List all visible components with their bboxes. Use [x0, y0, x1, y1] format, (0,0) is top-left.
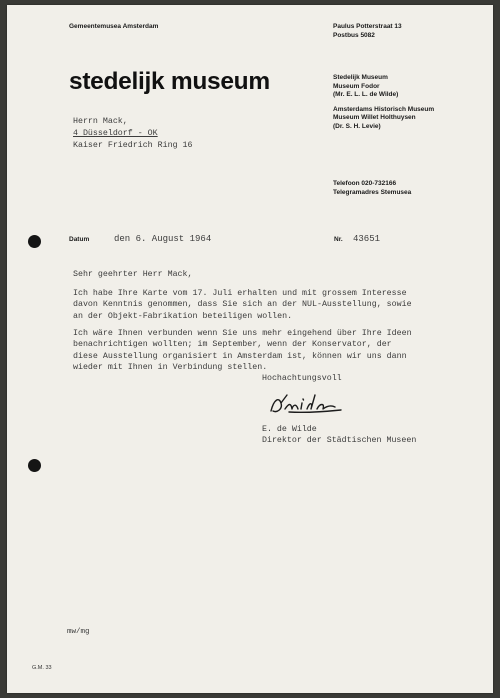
- recipient-line: Kaiser Friedrich Ring 16: [73, 140, 193, 150]
- handwritten-signature: [265, 391, 355, 419]
- letterhead-brand: stedelijk museum: [69, 68, 270, 95]
- signer-title: Direktor der Städtischen Museen: [262, 436, 417, 446]
- body-line: davon Kenntnis genommen, dass Sie sich an der NUL-Ausstellung, sowie: [73, 300, 412, 310]
- body-line: an der Objekt-Fabrikation beteiligen wollen.: [73, 311, 293, 321]
- number-value: 43651: [353, 234, 381, 244]
- body-line: wieder mit Ihnen in Verbindung stellen.: [73, 362, 268, 372]
- museum-line: Stedelijk Museum: [333, 74, 388, 81]
- letterhead-museums: [333, 74, 434, 131]
- recipient-line: 4 Düsseldorf - OK: [73, 128, 158, 138]
- date-value: den 6. August 1964: [114, 234, 212, 244]
- body-line: benachrichtigen wollten; im September, wenn der Konservator, der: [73, 340, 392, 350]
- typist-initials: mw/mg: [67, 628, 90, 636]
- museum-line: Museum Fodor: [333, 82, 380, 90]
- body-line: Ich habe Ihre Karte vom 17. Juli erhalten und mit grossem Interesse: [73, 289, 407, 298]
- closing: Hochachtungsvoll: [262, 374, 342, 383]
- address-line: Paulus Potterstraat 13: [333, 23, 402, 30]
- museum-line: (Dr. S. H. Levie): [333, 122, 381, 130]
- date-label: Datum: [69, 236, 90, 243]
- paragraph-2: [73, 328, 412, 373]
- letterhead-address: [333, 23, 402, 40]
- salutation: Sehr geehrter Herr Mack,: [73, 270, 193, 279]
- letterhead-contact: [333, 180, 411, 197]
- letterhead-organization: Gemeentemusea Amsterdam: [69, 23, 159, 30]
- contact-line: Telegramadres Stemusea: [333, 188, 412, 196]
- contact-line: Telefoon 020-732166: [333, 180, 397, 187]
- signer-block: [262, 424, 416, 447]
- punch-hole: [28, 235, 41, 248]
- recipient-line: Herrn Mack,: [73, 117, 128, 126]
- body-line: Ich wäre Ihnen verbunden wenn Sie uns mehr eingehend über Ihre Ideen: [73, 329, 412, 338]
- address-line: Postbus 5082: [333, 31, 375, 39]
- recipient-address: [73, 116, 193, 151]
- number-label: Nr.: [334, 236, 343, 243]
- museum-line: (Mr. E. L. L. de Wilde): [333, 91, 399, 98]
- body-line: diese Ausstellung organisiert in Amsterdam ist, können wir uns dann: [73, 351, 407, 361]
- signer-name: E. de Wilde: [262, 425, 317, 434]
- letter-sheet: [7, 5, 493, 693]
- museum-line: Amsterdams Historisch Museum: [333, 105, 435, 113]
- museum-line: Museum Willet Holthuysen: [333, 114, 416, 121]
- form-code: G.M. 33: [32, 665, 52, 671]
- paragraph-1: [73, 288, 412, 322]
- punch-hole: [28, 459, 41, 472]
